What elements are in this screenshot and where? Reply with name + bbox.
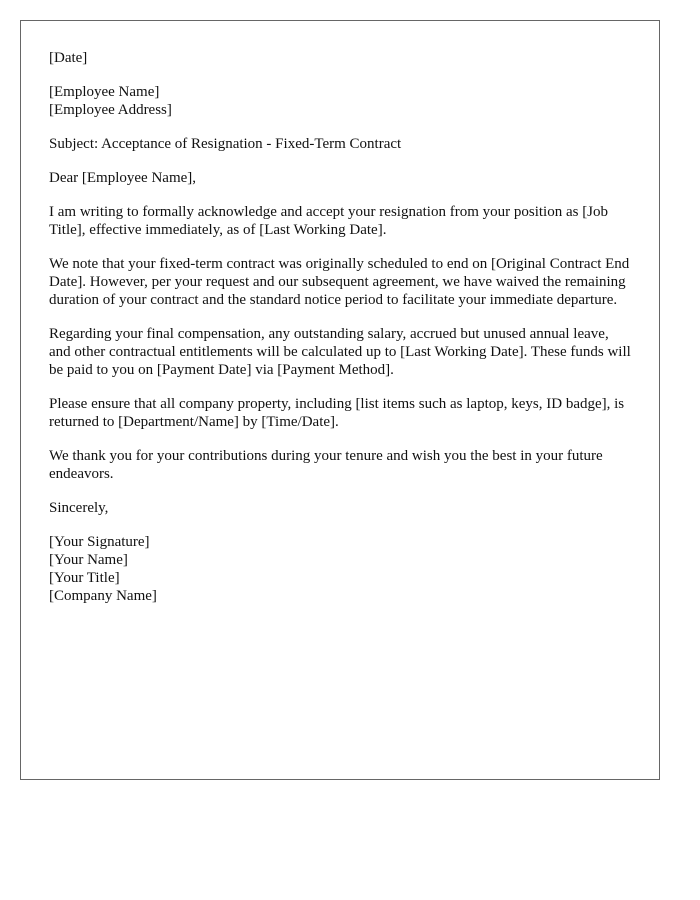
signature-text: [Your Signature] [49,534,150,550]
body-paragraph-company-property: Please ensure that all company property, including [list items such as laptop, keys, ID badge], is returned to [Department/Name] by [Time/Date]. [49,396,625,430]
body-paragraph-thanks: We thank you for your contributions during your tenure and wish you the best in your future endeavors. [49,448,603,482]
signature-block [49,533,631,605]
recipient-block [49,83,631,119]
sender-title: [Your Title] [49,570,120,586]
closing-text: Sincerely, [49,500,109,516]
subject-line [49,135,631,153]
salutation-line [49,169,631,187]
sender-name: [Your Name] [49,552,128,568]
body-paragraph-final-compensation: Regarding your final compensation, any outstanding salary, accrued but unused annual leave, and other contractual entitlements will be calculated up to [Last Working Date]. These funds will be paid to you on [Payment Date] via [Payment Method]. [49,326,631,378]
closing-line [49,499,631,517]
company-name: [Company Name] [49,588,157,604]
date-text: [Date] [49,50,88,66]
recipient-name: [Employee Name] [49,84,160,100]
subject-text: Subject: Acceptance of Resignation - Fixed-Term Contract [49,136,402,152]
date-line [49,49,631,67]
body-paragraph-contract-waiver: We note that your fixed-term contract was originally scheduled to end on [Original Contract End Date]. However, per your request and our subsequent agreement, we have waived the remaining duration of your contract and the standard notice period to facilitate your immediate departure. [49,256,630,308]
salutation-text: Dear [Employee Name], [49,170,197,186]
body-paragraph-acceptance: I am writing to formally acknowledge and accept your resignation from your position as [Job Title], effective immediately, as of [Last Working Date]. [49,204,609,238]
letter-page [20,20,660,780]
recipient-address: [Employee Address] [49,102,172,118]
